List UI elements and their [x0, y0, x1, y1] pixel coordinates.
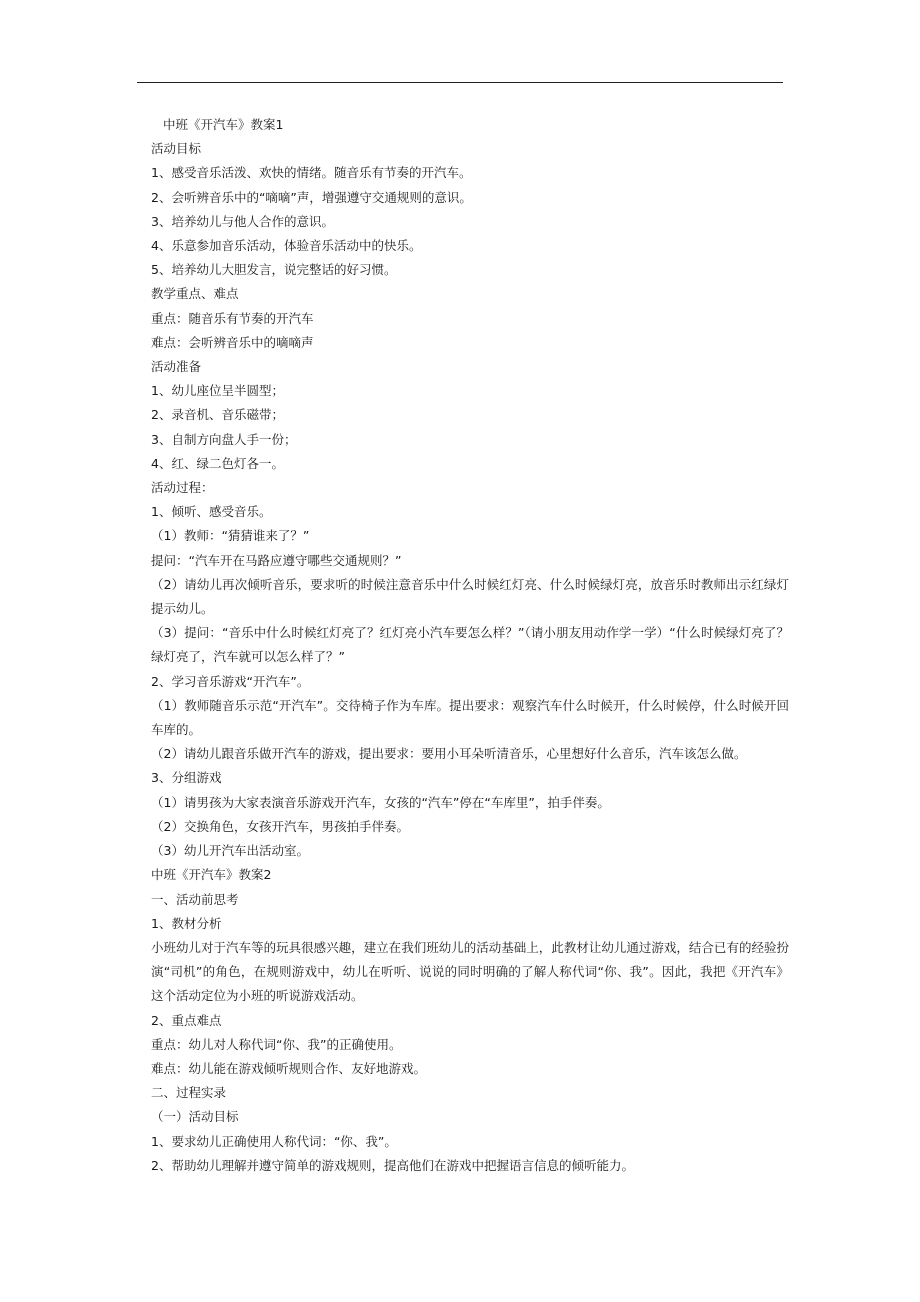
- goal-item: 2、会听辨音乐中的“嘀嘀”声，增强遵守交通规则的意识。: [151, 189, 472, 205]
- preparation-item: 2、录音机、音乐磁带；: [151, 407, 284, 423]
- preparation-item: 3、自制方向盘人手一份；: [151, 431, 297, 447]
- subsection-heading: 2、重点难点: [151, 1012, 222, 1028]
- doc-title-1: 中班《开汽车》教案1: [163, 117, 284, 132]
- goal-item: 5、培养幼儿大胆发言，说完整话的好习惯。: [151, 262, 397, 278]
- process-substep: （1）教师：“猜猜谁来了？”: [151, 528, 310, 544]
- goal-item: 1、感受音乐活泼、欢快的情绪。随音乐有节奏的开汽车。: [151, 165, 472, 181]
- goal-item: 1、要求幼儿正确使用人称代词：“你、我”。: [151, 1133, 397, 1149]
- goal-item: 4、乐意参加音乐活动，体验音乐活动中的快乐。: [151, 238, 422, 254]
- process-paragraph: （2）请幼儿再次倾听音乐，要求听的时候注意音乐中什么时候红灯亮、什么时候绿灯亮，放音乐时教师出示红绿灯提示幼儿。: [151, 576, 789, 617]
- section-heading-reflection: 一、活动前思考: [151, 891, 239, 907]
- process-substep: （2）交换角色，女孩开汽车，男孩拍手伴奏。: [151, 818, 409, 834]
- section-heading-record: 二、过程实录: [151, 1085, 227, 1101]
- goal-item: 3、培养幼儿与他人合作的意识。: [151, 213, 334, 229]
- process-paragraph: （3）提问：“音乐中什么时候红灯亮了？红灯亮小汽车要怎么样？”（请小朋友用动作学一学）“什么时候绿灯亮了？绿灯亮了，汽车就可以怎么样了？”: [151, 625, 789, 665]
- analysis-paragraph: 小班幼儿对于汽车等的玩具很感兴趣，建立在我们班幼儿的活动基础上，此教材让幼儿通过游戏，结合已有的经验扮演“司机”的角色，在规则游戏中，幼儿在听听、说说的同时明确的了解人称代词“你、我”。因此，我把《开汽车》这个活动定位为小班的听说游戏活动。: [151, 939, 789, 1004]
- subsection-heading: （一）活动目标: [151, 1109, 239, 1125]
- process-step: 1、倾听、感受音乐。: [151, 504, 272, 520]
- process-substep: （3）幼儿开汽车出活动室。: [151, 843, 309, 859]
- key-point: 重点：幼儿对人称代词“你、我”的正确使用。: [151, 1036, 402, 1052]
- difficulty-point: 难点：幼儿能在游戏倾听规则合作、友好地游戏。: [151, 1060, 427, 1076]
- preparation-item: 1、幼儿座位呈半圆型；: [151, 383, 284, 399]
- document-body: [137, 113, 789, 1178]
- process-paragraph: （1）教师随音乐示范“开汽车”。交待椅子作为车库。提出要求：观察汽车什么时候开，什么时候停，什么时候开回车库的。: [151, 697, 789, 738]
- process-step: 2、学习音乐游戏“开汽车”。: [151, 673, 310, 689]
- goal-item: 2、帮助幼儿理解并遵守简单的游戏规则，提高他们在游戏中把握语言信息的倾听能力。: [151, 1157, 634, 1173]
- process-step: 3、分组游戏: [151, 770, 222, 786]
- doc-title-2: 中班《开汽车》教案2: [151, 867, 272, 883]
- key-point: 重点：随音乐有节奏的开汽车: [151, 310, 314, 326]
- process-substep: （2）请幼儿跟音乐做开汽车的游戏，提出要求：要用小耳朵听清音乐，心里想好什么音乐，汽车该怎么做。: [151, 746, 747, 762]
- subsection-heading: 1、教材分析: [151, 915, 222, 931]
- section-heading-process: 活动过程：: [151, 480, 214, 496]
- process-substep: （1）请男孩为大家表演音乐游戏开汽车，女孩的“汽车”停在“车库里”，拍手伴奏。: [151, 794, 610, 810]
- section-heading-preparation: 活动准备: [151, 359, 202, 375]
- section-heading-key-points: 教学重点、难点: [151, 286, 239, 302]
- process-substep: 提问：“汽车开在马路应遵守哪些交通规则？”: [151, 552, 402, 568]
- preparation-item: 4、红、绿二色灯各一。: [151, 455, 284, 471]
- difficulty-point: 难点：会听辨音乐中的嘀嘀声: [151, 334, 314, 350]
- header-rule: [137, 82, 783, 83]
- section-heading-goals: 活动目标: [151, 141, 202, 157]
